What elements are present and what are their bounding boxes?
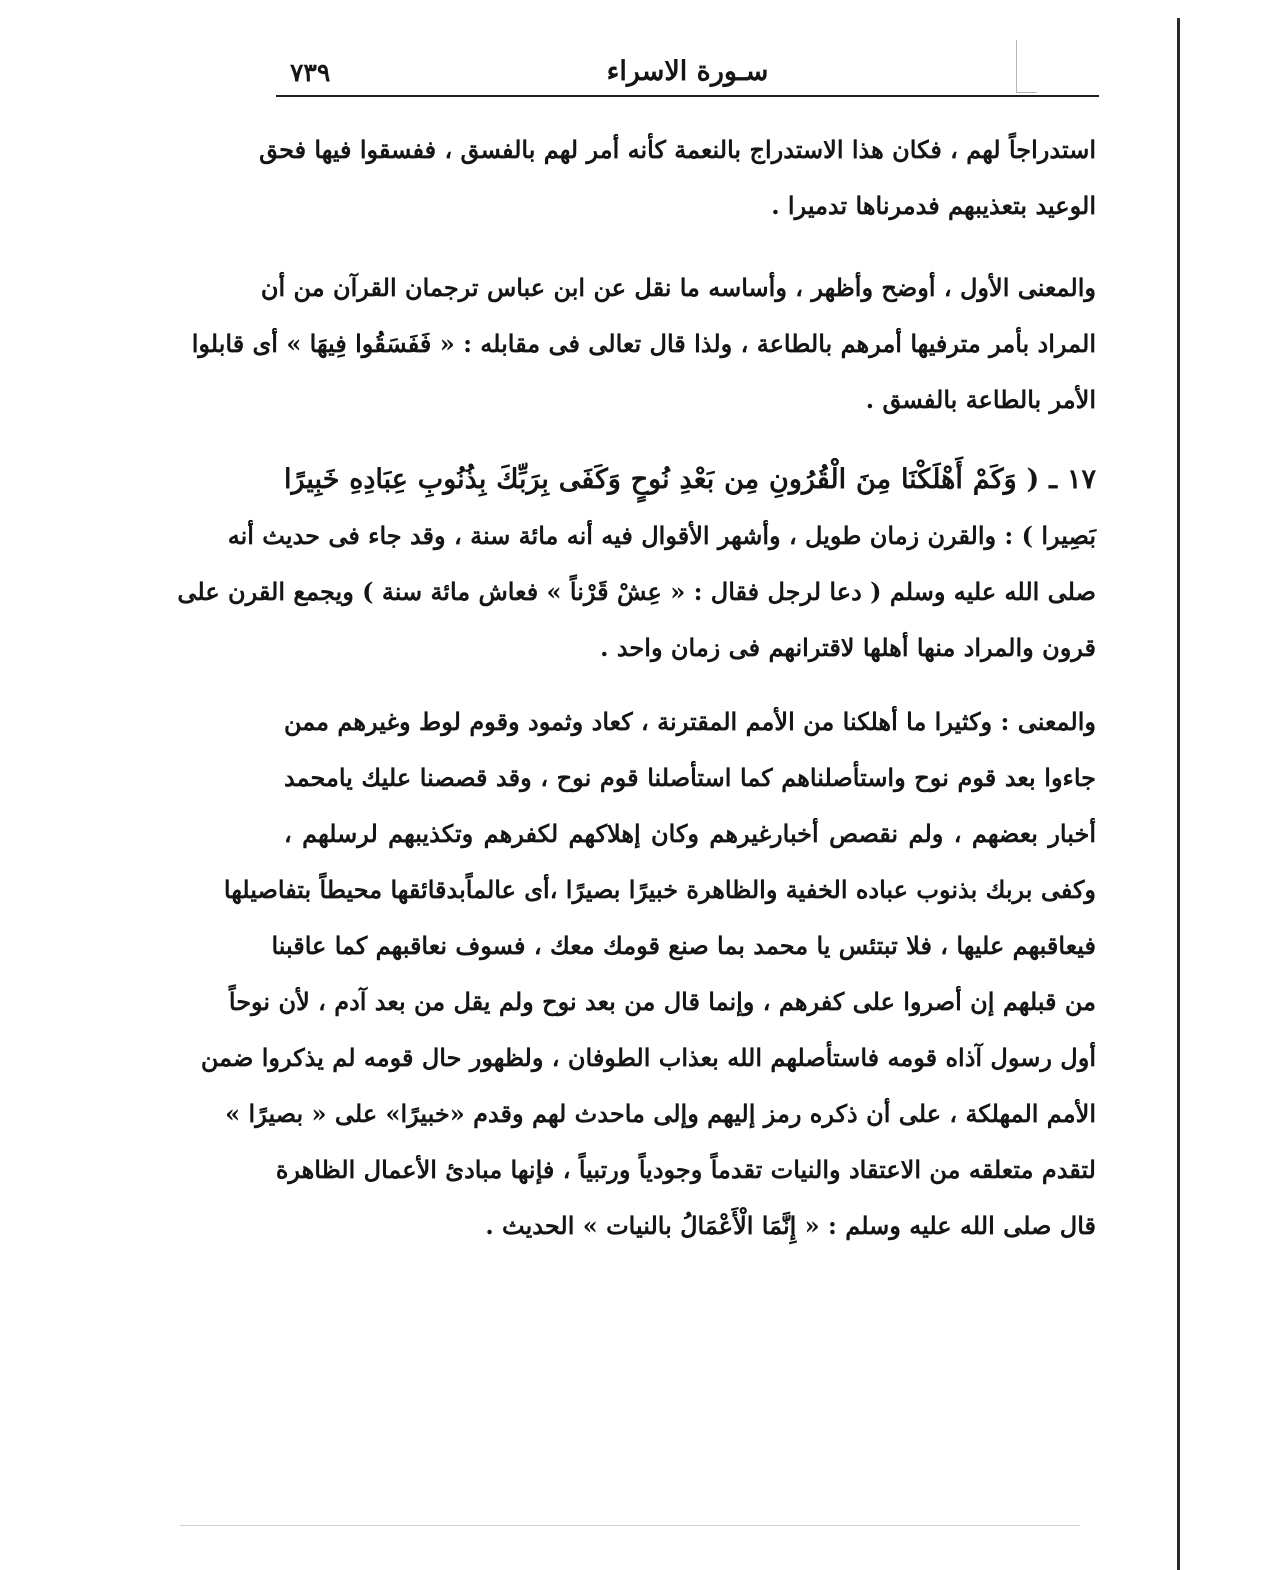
text-line: الوعيد بتعذيبهم فدمرناها تدميرا . (771, 191, 1096, 220)
text-line: أخبار بعضهم ، ولم نقصص أخبارغيرهم وكان إهلاكهم لكفرهم وتكذيبهم لرسلهم ، (284, 819, 1096, 848)
text-line: من قبلهم إن أصروا على كفرهم ، وإنما قال من بعد نوح ولم يقل من بعد آدم ، لأن نوحاً (228, 987, 1096, 1016)
text-line: استدراجاً لهم ، فكان هذا الاستدراج بالنعمة كأنه أمر لهم بالفسق ، ففسقوا فيها فحق (259, 135, 1096, 164)
text-line: قال صلى الله عليه وسلم : « إِنَّمَا الْأَعْمَالُ بالنيات » الحديث . (485, 1211, 1096, 1240)
text-line: جاءوا بعد قوم نوح واستأصلناهم كما استأصلنا قوم نوح ، وقد قصصنا عليك يامحمد (284, 763, 1096, 792)
body-text (177, 122, 1096, 1254)
paragraph-1 (259, 122, 1096, 234)
verse-paragraph (177, 452, 1096, 676)
paragraph-gap (284, 428, 1096, 452)
text-line: الأمر بالطاعة بالفسق . (865, 385, 1096, 414)
text-line: صلى الله عليه وسلم ( دعا لرجل فقال : « عِشْ قَرْناً » فعاش مائة سنة ) ويجمع القرن على (177, 577, 1096, 606)
paragraph-gap (284, 234, 1096, 260)
page-number: ٧٣٩ (290, 58, 331, 87)
header-rule (276, 95, 1099, 97)
text-line: بَصِيرا ) : والقرن زمان طويل ، وأشهر الأقوال فيه أنه مائة سنة ، وقد جاء فى حديث أنه (227, 521, 1096, 550)
text-line: المراد بأمر مترفيها أمرهم بالطاعة ، ولذا قال تعالى فى مقابله : « فَفَسَقُوا فِيهَا » أى قابلوا (191, 329, 1096, 358)
paragraph-2 (191, 260, 1096, 428)
text-line: أول رسول آذاه قومه فاستأصلهم الله بعذاب الطوفان ، ولظهور حال قومه لم يذكروا ضمن (200, 1043, 1096, 1072)
page-header (276, 52, 1099, 92)
paragraph-4 (200, 694, 1096, 1254)
scan-footer-line (180, 1525, 1080, 1526)
paragraph-gap (284, 676, 1096, 694)
running-title: سـورة الاسراء (606, 56, 769, 87)
verse-line: ١٧ ـ ( وَكَمْ أَهْلَكْنَا مِنَ الْقُرُونِ مِن بَعْدِ نُوحٍ وَكَفَى بِرَبِّكَ بِذُنُوبِ عِبَادِهِ خَبِيرًا (284, 464, 1096, 495)
text-line: لتقدم متعلقه من الاعتقاد والنيات تقدماً وجودياً ورتبياً ، فإنها مبادئ الأعمال الظاهرة (275, 1155, 1096, 1184)
text-line: فيعاقبهم عليها ، فلا تبتئس يا محمد بما صنع قومك معك ، فسوف نعاقبهم كما عاقبنا (271, 931, 1096, 960)
page-binding-edge (1177, 18, 1180, 1570)
text-line: والمعنى الأول ، أوضح وأظهر ، وأساسه ما نقل عن ابن عباس ترجمان القرآن من أن (260, 273, 1096, 302)
text-line: الأمم المهلكة ، على أن ذكره رمز إليهم وإلى ماحدث لهم وقدم «خبيرًا» على « بصيرًا » (225, 1099, 1096, 1128)
text-line: والمعنى : وكثيرا ما أهلكنا من الأمم المقترنة ، كعاد وثمود وقوم لوط وغيرهم ممن (284, 707, 1096, 736)
text-line: قرون والمراد منها أهلها لاقترانهم فى زمان واحد . (600, 633, 1096, 662)
text-line: وكفى بربك بذنوب عباده الخفية والظاهرة خبيرًا بصيرًا ،أى عالماًبدقائقها محيطاً بتفاصيلها (223, 875, 1096, 904)
